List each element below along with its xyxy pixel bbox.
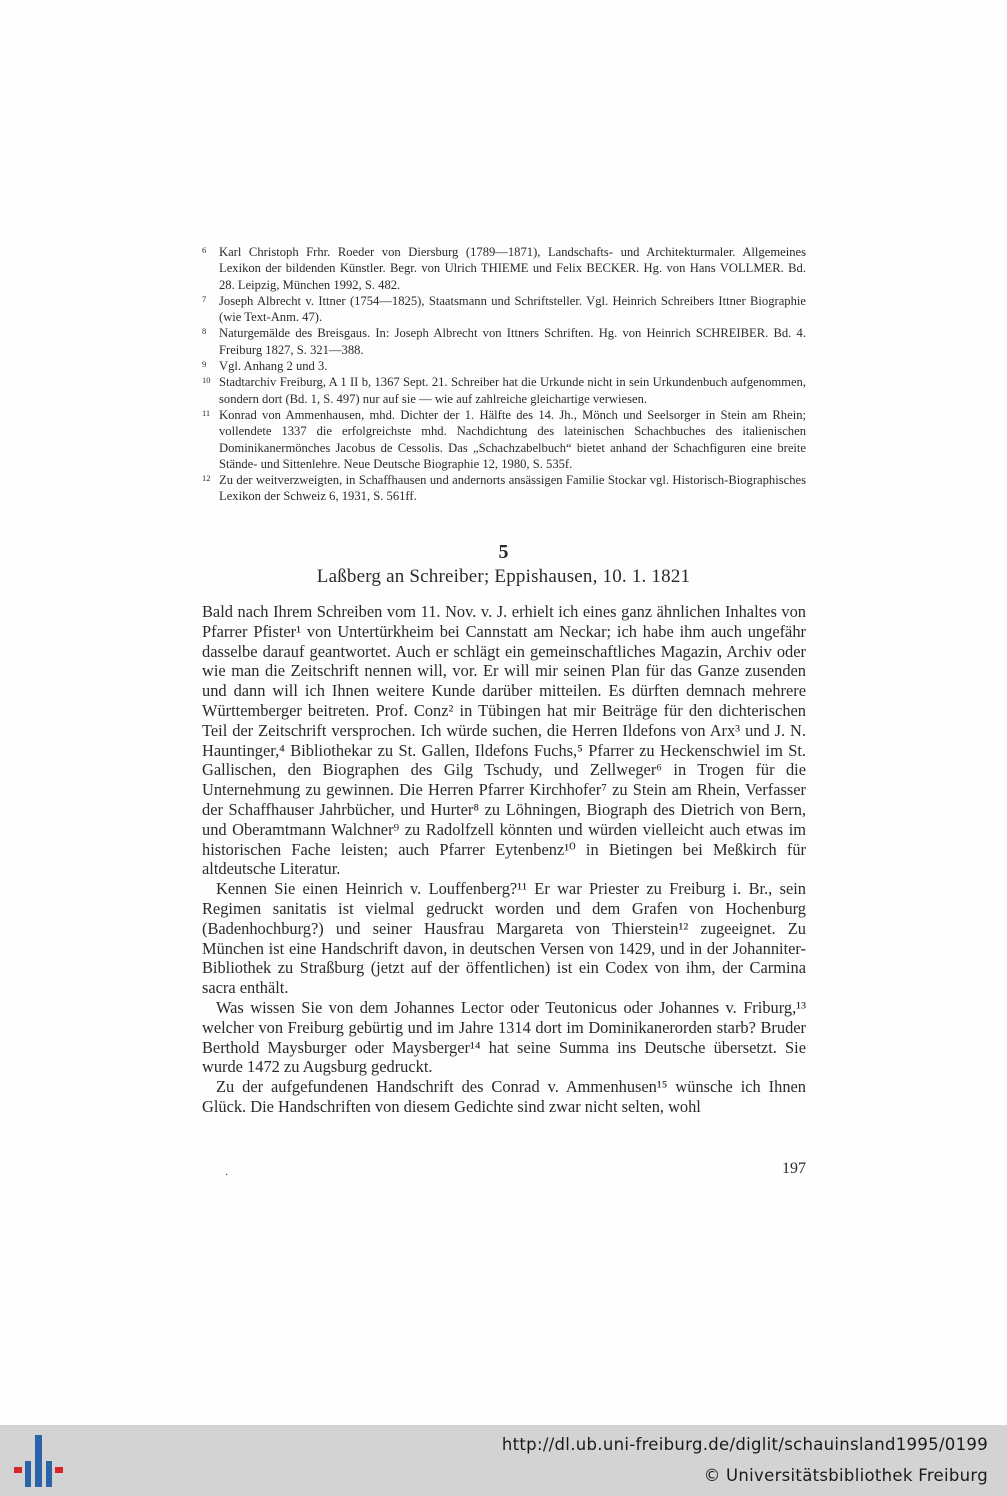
footnote-text: Karl Christoph Frhr. Roeder von Diersburg (1789—1871), Landschafts- und Architekturmaler. Allgemeines Lexikon der bildenden Künstler. Begr. von Ulrich THIEME und Felix BECKER. Hg. von Hans VOLLMER. Bd. 28. Leipzig, München 1992, S. 482. [219, 245, 806, 292]
footnote-number: 12 [202, 473, 211, 484]
letter-heading: Laßberg an Schreiber; Eppishausen, 10. 1. 1821 [316, 566, 691, 587]
footnote-text: Stadtarchiv Freiburg, A 1 II b, 1367 Sept. 21. Schreiber hat die Urkunde nicht in sein Urkundenbuch aufgenommen, sondern dort (Bd. 1, S. 497) nur auf sie — wie auf zahlreiche gleichartige verwiesen. [219, 375, 806, 406]
body-paragraph: Bald nach Ihrem Schreiben vom 11. Nov. v. J. erhielt ich eines ganz ähnlichen Inhaltes von Pfarrer Pfister¹ von Untertürkheim bei Cannstatt am Neckar; ich habe ihm auch ungefähr dasselbe darauf geantwortet. Auch er schlägt ein gemeinschaftliches Magazin, Archiv oder wie man die Zeitschrift nennen will, vor. Er will mir seinen Plan für das Ganze zusenden und dann will ich Ihnen weitere Kunde darüber mitteilen. Es dürften demnach mehrere Württemberger beitreten. Prof. Conz² in Tübingen hat mir Beiträge für den dichterischen Teil der Zeitschrift versprochen. Ich würde suchen, die Herren Ildefons von Arx³ und J. N. Hauntinger,⁴ Bibliothekar zu St. Gallen, Ildefons Fuchs,⁵ Pfarrer zu Heckenschwiel im St. Gallischen, den Biographen des Gilg Tschudy, und Zellweger⁶ in Trogen für die Unternehmung zu gewinnen. Die Herren Pfarrer Kirchhofer⁷ zu Stein am Rhein, Verfasser der Schaffhauser Jahrbücher, und Hurter⁸ zu Löhningen, Biograph des Dietrich von Bern, und Oberamtmann Walchner⁹ zu Radolfzell könnten und würden vielleicht auch etwas im historischen Fache leisten; auch Pfarrer Eytenbenz¹⁰ in Bietingen bei Meßkirch für altdeutsche Literatur. [202, 602, 806, 879]
footnote [202, 325, 806, 358]
document-number: 5 [498, 541, 509, 563]
footnote-text: Joseph Albrecht v. Ittner (1754—1825), Staatsmann und Schriftsteller. Vgl. Heinrich Schreibers Ittner Biographie (wie Text-Anm. 47). [219, 293, 806, 325]
footnote-number: 9 [202, 359, 207, 370]
copyright-notice: © Universitätsbibliothek Freiburg [703, 1466, 988, 1485]
footnotes-section [202, 244, 806, 505]
body-paragraph: Zu der aufgefundenen Handschrift des Conrad v. Ammenhusen¹⁵ wünsche ich Ihnen Glück. Die Handschriften von diesem Gedichte sind zwar nicht selten, wohl [202, 1077, 806, 1116]
footnote-text: Konrad von Ammenhausen, mhd. Dichter der 1. Hälfte des 14. Jh., Mönch und Seelsorger in Stein am Rhein; vollendete 1337 die erfolgreichste mhd. Nachdichtung des lateinischen Schachbuches des italienischen Dominikanermönches Jacobus de Cessolis. Das „Schachzabelbuch“ bietet anhand der Schachfiguren eine breite Stände- und Sittenlehre. Neue Deutsche Biographie 12, 1980, S. 535f. [219, 407, 806, 471]
footnote-number: 8 [202, 326, 207, 337]
footnote-number: 11 [202, 407, 211, 418]
footnote-text: Naturgemälde des Breisgaus. In: Joseph Albrecht von Ittners Schriften. Hg. von Heinrich SCHREIBER. Bd. 4. Freiburg 1827, S. 321—388. [219, 326, 806, 357]
footnote [202, 374, 806, 407]
footnote-number: 10 [202, 375, 211, 386]
footnote-text: Vgl. Anhang 2 und 3. [219, 359, 328, 374]
body-paragraph: Was wissen Sie von dem Johannes Lector oder Teutonicus oder Johannes v. Friburg,¹³ welcher von Freiburg gebürtig und im Jahre 1314 dort im Dominikanerorden starb? Bruder Berthold Maysburger oder Maysberger¹⁴ hat seine Summa ins Deutsche übersetzt. Sie wurde 1472 zu Augsburg gedruckt. [202, 997, 806, 1077]
footnote [202, 358, 806, 374]
footnote [202, 472, 806, 505]
letter-body [202, 602, 806, 1117]
footnote [202, 244, 806, 293]
scan-speck: · [225, 1170, 229, 1181]
footnote-number: 6 [202, 245, 207, 255]
footnote [202, 407, 806, 472]
library-logo-icon [14, 1435, 64, 1487]
footnote-text: Zu der weitverzweigten, in Schaffhausen und andernorts ansässigen Familie Stockar vgl. Historisch-Biographisches Lexikon der Schweiz 6, 1931, S. 561ff. [219, 473, 806, 504]
footnote-number: 7 [202, 293, 207, 304]
viewer-footer [0, 1425, 1007, 1496]
body-paragraph: Kennen Sie einen Heinrich v. Louffenberg?¹¹ Er war Priester zu Freiburg i. Br., sein Regimen sanitatis ist vielmal gedruckt worden und dem Grafen von Hochenburg (Badenhochburg?) und seiner Hausfrau Margareta von Thierstein¹² zugeeignet. Zu München ist eine Handschrift davon, in deutschen Versen von 1429, und in der Johanniter-Bibliothek zu Straßburg (jetzt auf der öffentlichen) ist ein Codex von ihm, der Carmina sacra enthält. [202, 879, 806, 998]
permalink[interactable]: http://dl.ub.uni-freiburg.de/diglit/schauinsland1995/0199 [501, 1435, 988, 1454]
page-number: 197 [782, 1160, 806, 1177]
footnote [202, 293, 806, 326]
